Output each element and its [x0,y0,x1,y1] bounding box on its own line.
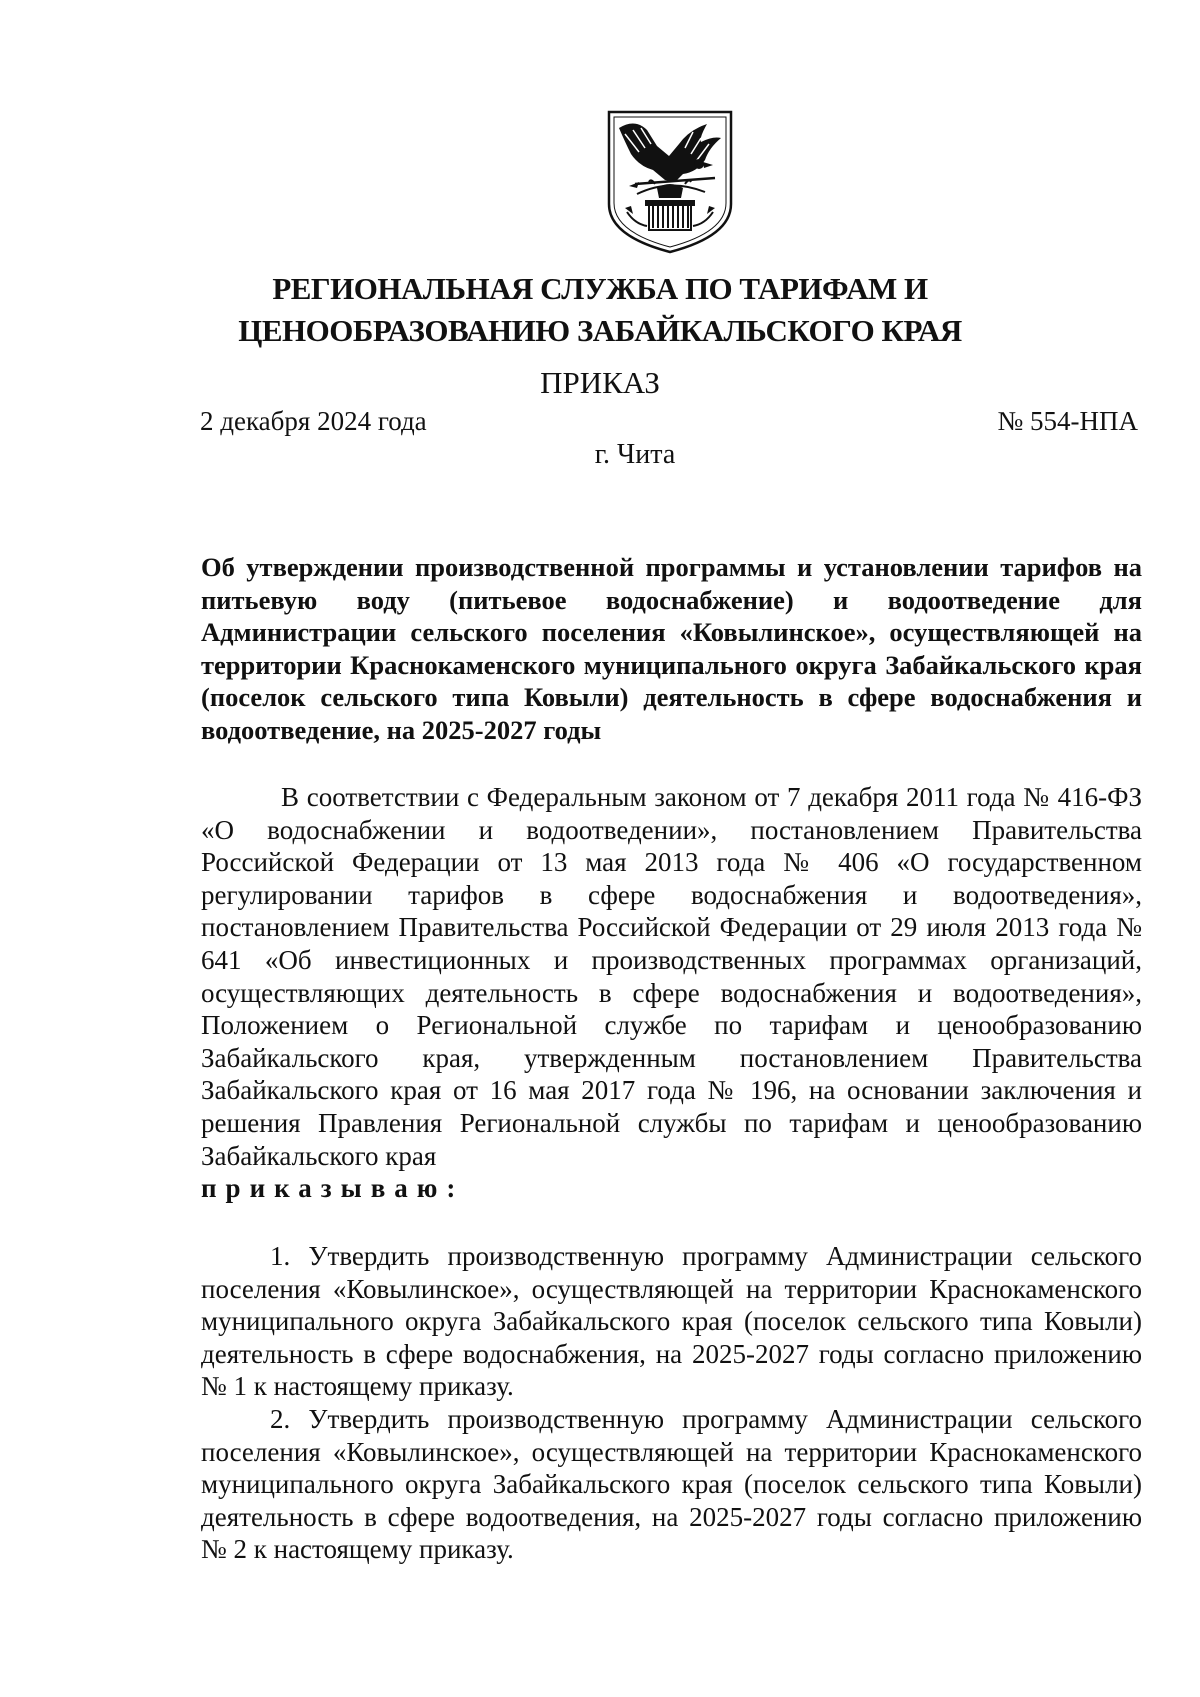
coat-of-arms-icon [605,108,735,256]
document-subject: Об утверждении производственной программы и установлении тарифов на питьевую воду (питьевое водоснабжение) и водоотведение для Администрации сельского поселения «Ковылинское», осуществляющей на территории Краснокаменского муниципального округа Забайкальского края (поселок сельского типа Ковыли) деятельность в сфере водоснабжения и водоотведение, на 2025-2027 годы [201,552,1142,745]
document-number: № 554-НПА [997,406,1138,436]
organization-title-line-1: РЕГИОНАЛЬНАЯ СЛУЖБА ПО ТАРИФАМ И [272,271,928,306]
preamble-text: В соответствии с Федеральным законом от 7 декабря 2011 года № 416-ФЗ «О водоснабжении и водоотведении», постановлением Правительства Российской Федерации от 13 мая 2013 года № 406 «О государственном регулировании тарифов в сфере водоснабжения и водоотведения», постановлением Правительства Российской Федерации от 29 июля 2013 года № 641 «Об инвестиционных и производственных программах организаций, осуществляющих деятельность в сфере водоснабжения и водоотведения», Положением о Региональной службе по тарифам и ценообразованию Забайкальского края, утвержденным постановлением Правительства Забайкальского края от 16 мая 2017 года № 196, на основании заключения и решения Правления Региональной службы по тарифам и ценообразованию Забайкальского края [201,782,1142,1171]
document-type: ПРИКАЗ [540,365,660,400]
order-item [201,1403,1142,1566]
organization-title-line-2: ЦЕНООБРАЗОВАНИЮ ЗАБАЙКАЛЬСКОГО КРАЯ [238,313,962,348]
order-item-text: Утвердить производственную программу Администрации сельского поселения «Ковылинское», осуществляющей на территории Краснокаменского муниципального округа Забайкальского края (поселок сельского типа Ковыли) деятельность в сфере водоотведения, на 2025-2027 годы согласно приложению № 2 к настоящему приказу. [201,1404,1142,1564]
organization-title [200,268,1000,352]
directive-word: приказываю: [201,1173,465,1204]
document-city: г. Чита [594,439,676,470]
document-date: 2 декабря 2024 года [200,406,427,436]
preamble-paragraph [201,781,1142,1205]
order-item-text: Утвердить производственную программу Администрации сельского поселения «Ковылинское», осуществляющей на территории Краснокаменского муниципального округа Забайкальского края (поселок сельского типа Ковыли) деятельность в сфере водоснабжения, на 2025-2027 годы согласно приложению № 1 к настоящему приказу. [201,1241,1142,1401]
order-item-number: 1. [270,1241,291,1271]
order-item-number: 2. [270,1404,291,1434]
order-item [201,1240,1142,1403]
